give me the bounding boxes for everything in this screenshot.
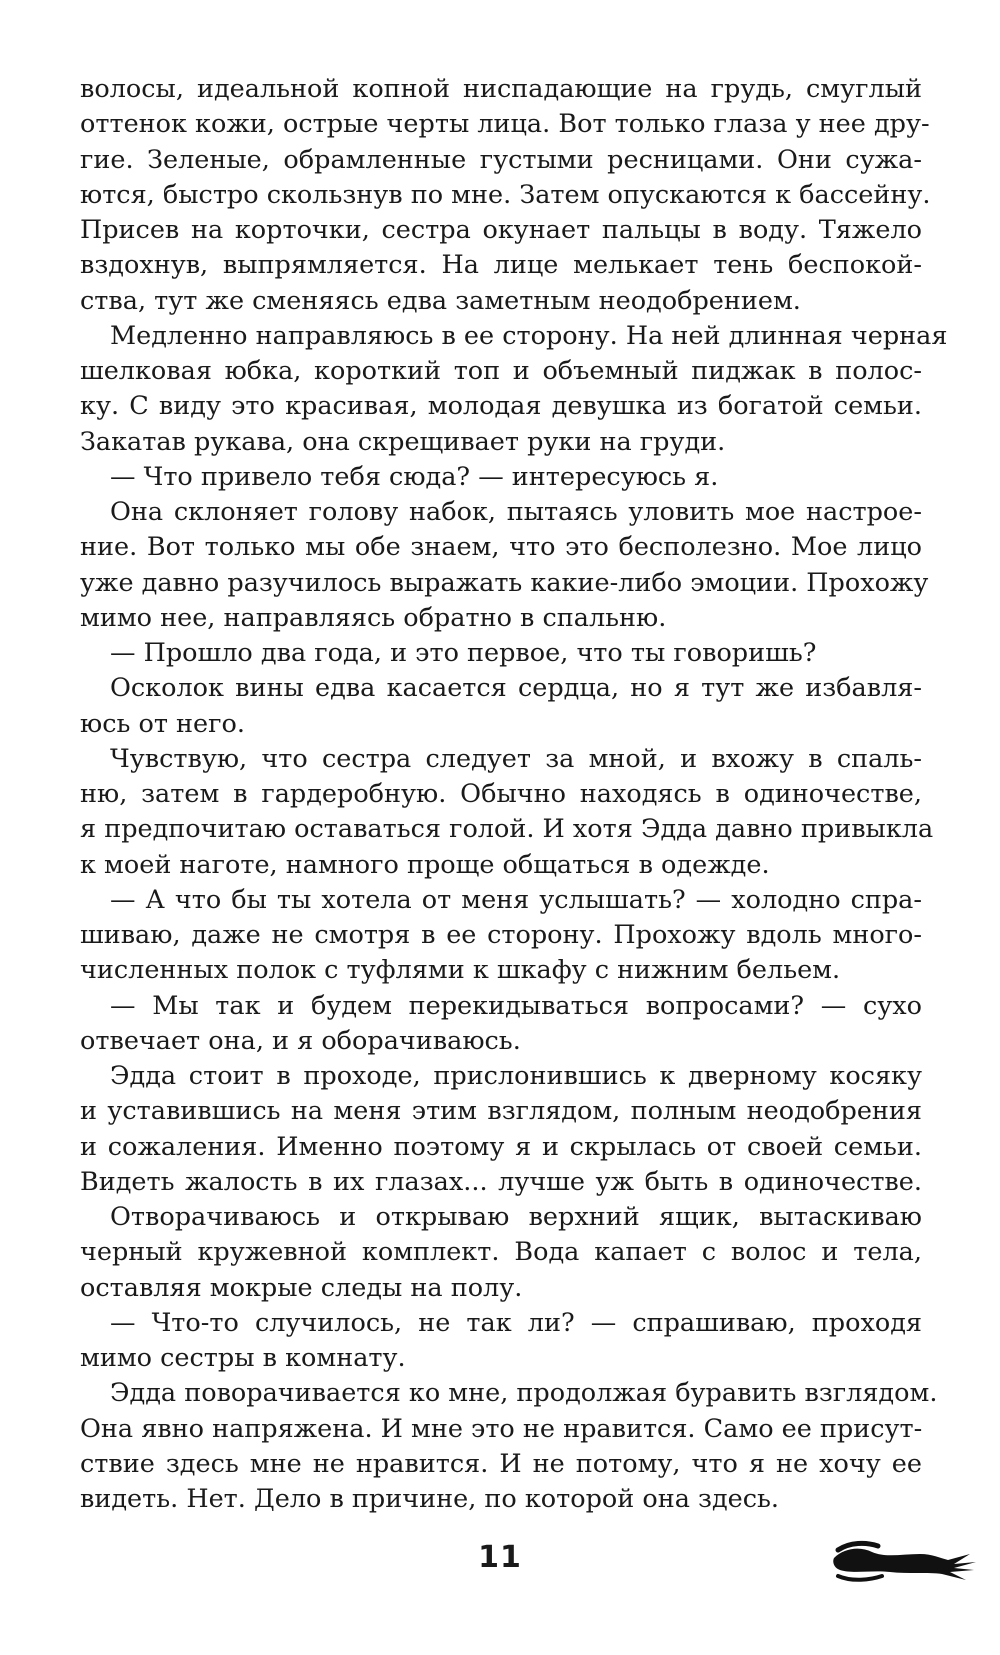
text-line: — Мы так и будем перекидываться вопросами? — сухо: [110, 990, 922, 1021]
text-line: ку. С виду это красивая, молодая девушка из богатой семьи.: [80, 391, 922, 422]
text-line: юсь от него.: [80, 708, 245, 739]
text-line: Эдда стоит в проходе, прислонившись к дверному косяку: [110, 1061, 922, 1091]
text-line: волосы, идеальной копной ниспадающие на грудь, смуглый: [80, 74, 922, 104]
text-line: к моей наготе, намного проще общаться в одежде.: [80, 849, 770, 880]
text-line: — Что привело тебя сюда? — интересуюсь я.: [110, 461, 719, 492]
text-line: — А что бы ты хотела от меня услышать? — холодно спра-: [110, 884, 922, 915]
page-body: [80, 72, 948, 1517]
text-line: Закатав рукава, она скрещивает руки на груди.: [80, 426, 726, 457]
text-line: оставляя мокрые следы на полу.: [80, 1272, 523, 1303]
text-line: оттенок кожи, острые черты лица. Вот только глаза у нее дру-: [80, 109, 930, 140]
text-line: Чувствую, что сестра следует за мной, и вхожу в спаль-: [110, 743, 922, 774]
text-line: гие. Зеленые, обрамленные густыми ресницами. Они сужа-: [80, 144, 922, 175]
text-line: — Что-то случилось, не так ли? — спрашиваю, проходя: [110, 1307, 922, 1338]
text-line: вздохнув, выпрямляется. На лице мелькает тень беспокой-: [80, 250, 922, 281]
page-number: 11: [478, 1540, 522, 1575]
text-line: ние. Вот только мы обе знаем, что это бесполезно. Мое лицо: [80, 532, 922, 563]
text-line: численных полок с туфлями к шкафу с нижним бельем.: [80, 955, 841, 986]
text-line: ствие здесь мне не нравится. И не потому, что я не хочу ее: [80, 1448, 922, 1479]
text-line: шелковая юбка, короткий топ и объемный пиджак в полос-: [80, 356, 922, 386]
text-line: ются, быстро скользнув по мне. Затем опускаются к бассейну.: [80, 179, 931, 210]
text-line: ню, затем в гардеробную. Обычно находясь в одиночестве,: [80, 779, 922, 809]
text-line: Она явно напряжена. И мне это не нравится. Само ее присут-: [80, 1413, 923, 1444]
text-line: шиваю, даже не смотря в ее сторону. Прохожу вдоль много-: [80, 920, 922, 950]
text-line: черный кружевной комплект. Вода капает с волос и тела,: [80, 1237, 922, 1268]
text-line: мимо сестры в комнату.: [80, 1343, 406, 1373]
text-line: я предпочитаю оставаться голой. И хотя Эдда давно привыкла: [80, 814, 934, 845]
text-line: Отворачиваюсь и открываю верхний ящик, вытаскиваю: [110, 1202, 922, 1232]
text-line: — Прошло два года, и это первое, что ты говоришь?: [110, 638, 817, 668]
text-line: отвечает она, и я оборачиваюсь.: [80, 1025, 521, 1056]
text-line: уже давно разучилось выражать какие-либо эмоции. Прохожу: [80, 567, 929, 598]
text-line: Видеть жалость в их глазах... лучше уж быть в одиночестве.: [80, 1166, 922, 1197]
text-line: Эдда поворачивается ко мне, продолжая буравить взглядом.: [110, 1378, 938, 1409]
text-line: ства, тут же сменяясь едва заметным неодобрением.: [80, 285, 801, 316]
text-line: и сожаления. Именно поэтому я и скрылась от своей семьи.: [80, 1131, 922, 1162]
text-line: видеть. Нет. Дело в причине, по которой она здесь.: [80, 1484, 780, 1514]
text-line: Она склоняет голову набок, пытаясь уловить мое настрое-: [110, 497, 922, 527]
text-line: Медленно направляюсь в ее сторону. На ней длинная черная: [110, 320, 948, 351]
text-line: мимо нее, направляясь обратно в спальню.: [80, 602, 667, 633]
text-line: и уставившись на меня этим взглядом, полным неодобрения: [80, 1096, 922, 1127]
text-line: Осколок вины едва касается сердца, но я тут же избавля-: [110, 673, 922, 704]
hand-ornament-icon: [830, 1536, 980, 1584]
text-line: Присев на корточки, сестра окунает пальцы в воду. Тяжело: [80, 215, 922, 245]
